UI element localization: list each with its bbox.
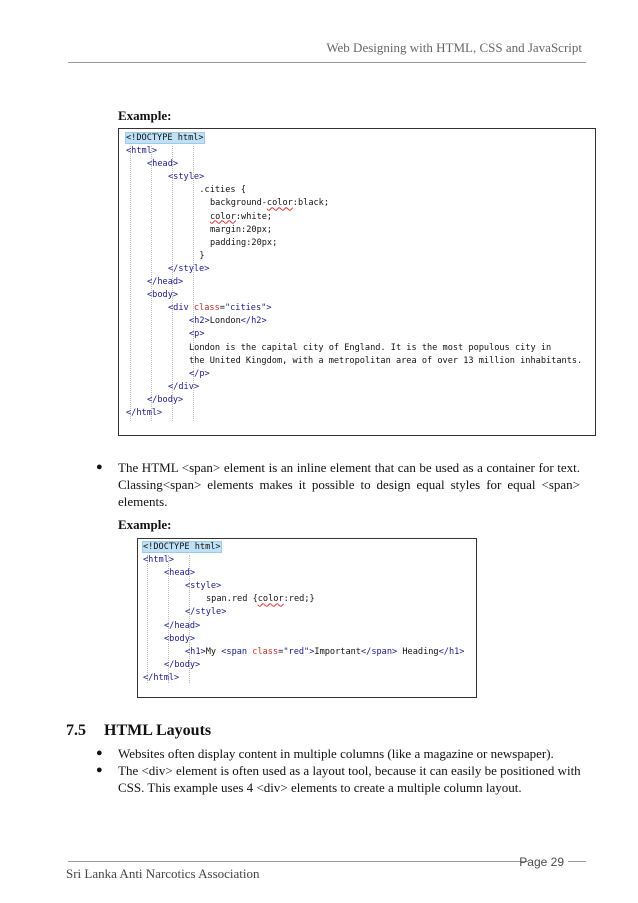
code-line — [126, 197, 591, 210]
code-line — [126, 224, 591, 237]
footer-organization: Sri Lanka Anti Narcotics Association — [66, 866, 260, 881]
code-token: Heading — [397, 646, 439, 657]
bullet-span-element: The HTML <span> element is an inline element that can be used as a container for text. Classing<span> elements makes it possible to design equal styles for equal <span> elements. — [118, 460, 580, 509]
example-label-2: Example: — [118, 517, 172, 532]
code-token: </style> — [168, 263, 210, 274]
code-token: London — [209, 316, 241, 327]
code-line — [143, 646, 472, 659]
code-line — [143, 620, 472, 633]
code-token: > — [309, 646, 315, 657]
code-line — [143, 554, 472, 567]
code-token: </h2> — [240, 316, 267, 327]
page-number: Page 29 — [519, 855, 564, 869]
code-token: <html> — [126, 146, 158, 157]
code-line — [126, 328, 591, 341]
layout-bullet-2: The <div> element is often used as a layout tool, because it can easily be positioned with CSS. This example uses 4 <div> elements to create a multiple column layout. — [118, 763, 581, 795]
layout-bullet-1: Websites often display content in multiple columns (like a magazine or newspaper). — [118, 746, 554, 761]
code-line — [126, 315, 591, 328]
code-line — [126, 381, 591, 394]
example-label-1: Example: — [118, 108, 172, 123]
code-line — [126, 211, 591, 224]
code-token: London is the capital city of England. It is the most populous city in — [189, 342, 552, 353]
code-token: </html> — [126, 407, 163, 418]
bullet-dot: ● — [96, 461, 103, 473]
code-token: class — [193, 303, 220, 314]
code-token: <div — [168, 303, 194, 314]
code-token: <body> — [147, 290, 179, 301]
code-line — [143, 672, 472, 685]
code-token: color — [210, 211, 236, 222]
code-token: <!DOCTYPE html> — [126, 133, 204, 143]
code-block — [126, 132, 591, 435]
code-line — [126, 289, 591, 302]
code-line — [126, 237, 591, 250]
code-token: </style> — [185, 607, 227, 618]
code-token: :black; — [292, 198, 330, 209]
code-token: <p> — [189, 329, 205, 340]
code-token: "red" — [283, 646, 310, 657]
code-token: <h2> — [189, 316, 210, 327]
code-line — [126, 276, 591, 289]
code-token: .cities { — [189, 185, 246, 196]
code-line — [143, 580, 472, 593]
bullet-dot: ● — [96, 764, 103, 776]
code-token: </h1> — [438, 646, 465, 657]
code-token: padding:20px; — [210, 237, 278, 248]
code-token: margin:20px; — [210, 224, 273, 235]
footer-tick — [568, 861, 586, 862]
code-line — [143, 567, 472, 580]
code-token: span.red { — [206, 594, 258, 605]
section-title: HTML Layouts — [104, 722, 212, 739]
code-line — [126, 394, 591, 407]
code-token: class — [252, 646, 279, 657]
code-token: color — [266, 198, 293, 209]
footer-rule — [68, 861, 528, 862]
code-token: <h1> — [185, 646, 206, 657]
code-example-cities — [118, 128, 596, 436]
code-token: <style> — [168, 172, 205, 183]
code-example-span — [137, 538, 477, 698]
code-line — [126, 171, 591, 184]
code-token: } — [189, 250, 205, 261]
code-token: </html> — [143, 672, 180, 683]
code-token: <head> — [147, 159, 179, 170]
code-token: <html> — [143, 555, 175, 566]
code-token: My — [205, 646, 222, 657]
bullet-dot: ● — [96, 747, 103, 759]
code-token: = — [219, 303, 225, 314]
code-token: = — [278, 646, 284, 657]
code-line — [126, 342, 591, 355]
code-line — [143, 593, 472, 606]
code-token: <!DOCTYPE html> — [143, 542, 221, 552]
code-line — [126, 302, 591, 315]
code-token: color — [257, 594, 284, 605]
code-token: Important — [314, 646, 361, 657]
code-token: <span — [221, 646, 253, 657]
code-line — [143, 659, 472, 672]
code-token: background- — [210, 198, 267, 209]
code-line — [126, 250, 591, 263]
code-token: </body> — [164, 659, 201, 670]
code-line — [143, 606, 472, 619]
code-line — [126, 184, 591, 197]
code-token: :red;} — [283, 594, 315, 605]
code-line — [126, 355, 591, 368]
code-token: :white; — [235, 211, 273, 222]
code-line — [126, 158, 591, 171]
code-token: </head> — [164, 620, 201, 631]
code-token: <body> — [164, 633, 196, 644]
code-token: > — [266, 303, 272, 314]
code-token: "cities" — [224, 303, 267, 314]
code-token: <head> — [164, 568, 196, 579]
section-number: 7.5 — [66, 722, 86, 739]
code-token: </p> — [189, 368, 210, 379]
header-rule — [68, 62, 586, 63]
code-line — [126, 407, 591, 420]
code-line — [143, 633, 472, 646]
code-token: the United Kingdom, with a metropolitan area of over 13 million inhabitants. — [189, 355, 583, 366]
code-token: </body> — [147, 394, 184, 405]
code-line — [126, 263, 591, 276]
code-line — [126, 368, 591, 381]
code-line — [126, 132, 591, 145]
code-token: </div> — [168, 381, 200, 392]
header-title: Web Designing with HTML, CSS and JavaScript — [326, 40, 582, 55]
code-token: <style> — [185, 581, 222, 592]
section-heading — [66, 722, 211, 740]
code-block — [143, 541, 472, 697]
code-line — [143, 541, 472, 554]
code-token: </head> — [147, 277, 184, 288]
code-token: </span> — [360, 646, 398, 657]
code-line — [126, 145, 591, 158]
